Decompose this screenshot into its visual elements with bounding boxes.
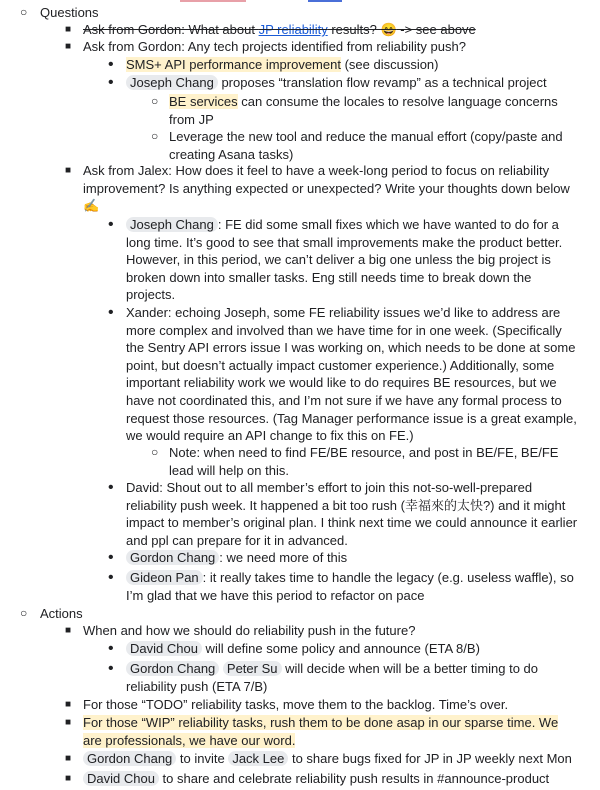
section-label: Questions xyxy=(40,5,99,20)
item-text: will define some policy and announce (ETA 8/B) xyxy=(201,641,480,656)
question-item xyxy=(65,162,588,215)
square-bullet: ■ xyxy=(65,41,72,52)
person-chip[interactable]: Gordon Chang xyxy=(126,550,219,565)
answer-item xyxy=(108,216,576,304)
dot-bullet: • xyxy=(108,479,114,496)
action-item xyxy=(65,696,588,714)
action-item xyxy=(65,622,588,640)
square-bullet: ■ xyxy=(65,24,72,35)
item-text: will decide when will be a better timing to do reliability push (ETA 7/B) xyxy=(126,661,539,694)
action-item xyxy=(65,714,573,749)
link-underline xyxy=(308,0,342,2)
person-chip[interactable]: Joseph Chang xyxy=(126,75,218,90)
highlighted-text: SMS+ API performance improvement xyxy=(126,57,341,72)
square-bullet: ■ xyxy=(65,165,72,176)
question-item xyxy=(65,38,588,56)
answer-text: : we need more of this xyxy=(219,550,348,565)
question-item xyxy=(65,21,588,39)
hollow-circle-bullet: ○ xyxy=(151,129,159,143)
person-chip[interactable]: Joseph Chang xyxy=(126,217,218,232)
hollow-circle-bullet: ○ xyxy=(20,5,28,19)
note-text: Note: when need to find FE/BE resource, and post in BE/FE, BE/FE lead will help on this. xyxy=(169,445,559,478)
section-actions xyxy=(20,605,585,623)
smile-emoji-icon: 😄 xyxy=(380,22,397,37)
action-text: When and how we should do reliability push in the future? xyxy=(83,623,416,638)
list-item xyxy=(151,128,584,163)
item-text: (see discussion) xyxy=(340,57,439,72)
list-item xyxy=(108,660,566,695)
list-item xyxy=(108,56,588,74)
action-text: to invite xyxy=(176,751,229,766)
dot-bullet: • xyxy=(108,549,114,566)
answer-text: : it really takes time to handle the legacy (e.g. useless waffle), so I’m glad that we have this period to refactor on pace xyxy=(126,570,574,603)
dot-bullet: • xyxy=(108,304,114,321)
question-text: Ask from Gordon: Any tech projects identified from reliability push? xyxy=(83,39,466,54)
square-bullet: ■ xyxy=(65,753,72,764)
action-text: to share bugs fixed for JP in JP weekly next Mon xyxy=(288,751,572,766)
answer-text: Xander: echoing Joseph, some FE reliability issues we’d like to address are more complex and involved than we have time for in one week. (Specifically the Sentry API errors issue I was working on, which needs to be done at some point, but doesn’t actually impact customer experience.) Additionally, some important reliability work we would like to do requires BE resources, but we have not coordinated this, and I’m not sure if we have any formal process to request those resources. (Tag Manager performance issue is a great example, we would require an API change to fix this on FE.) xyxy=(126,305,577,444)
answer-item xyxy=(108,569,582,604)
item-text: proposes “translation flow revamp” as a technical project xyxy=(217,75,547,90)
question-text: Ask from Gordon: What about xyxy=(83,22,259,37)
list-item xyxy=(108,640,586,658)
action-text: For those “TODO” reliability tasks, move them to the backlog. Time’s over. xyxy=(83,697,509,712)
item-text: can consume the locales to resolve language concerns from JP xyxy=(169,94,558,127)
person-chip[interactable]: David Chou xyxy=(83,771,159,786)
square-bullet: ■ xyxy=(65,773,72,784)
section-questions xyxy=(20,4,585,22)
action-item xyxy=(65,770,593,788)
dot-bullet: • xyxy=(108,56,114,73)
question-text: results? xyxy=(327,22,381,37)
section-label: Actions xyxy=(40,606,83,621)
person-chip[interactable]: Jack Lee xyxy=(228,751,288,766)
list-item xyxy=(151,93,584,128)
dot-bullet: • xyxy=(108,74,114,91)
dot-bullet: • xyxy=(108,569,114,586)
item-text: Leverage the new tool and reduce the manual effort (copy/paste and creating Asana tasks) xyxy=(169,129,563,162)
answer-text: David: Shout out to all member’s effort to join this not-so-well-prepared reliability push week. It happened a bit too rush (幸福來的太快?) and it might impact to member’s original plan. I think next time we could announce it earlier and ppl can prepare for it in advanced. xyxy=(126,480,578,548)
note-item xyxy=(151,444,584,479)
question-text: Ask from Jalex: How does it feel to have a week-long period to focus on reliability improvement? Is anything expected or unexpected? Write your thoughts down below xyxy=(83,163,570,196)
question-text: -> see above xyxy=(396,22,476,37)
writing-hand-emoji-icon: ✍️ xyxy=(83,198,100,214)
hollow-circle-bullet: ○ xyxy=(20,606,28,620)
jp-reliability-link[interactable]: JP reliability xyxy=(258,22,328,37)
spellcheck-underline xyxy=(180,0,246,2)
person-chip[interactable]: Gideon Pan xyxy=(126,570,203,585)
action-item xyxy=(65,750,593,768)
square-bullet: ■ xyxy=(65,699,72,710)
square-bullet: ■ xyxy=(65,717,72,728)
answer-item xyxy=(108,479,582,549)
action-text: to share and celebrate reliability push results in #announce-product xyxy=(158,771,550,786)
highlighted-text: BE services xyxy=(169,94,238,109)
dot-bullet: • xyxy=(108,640,114,657)
dot-bullet: • xyxy=(108,216,114,233)
person-chip[interactable]: Gordon Chang xyxy=(83,751,176,766)
answer-text: : FE did some small fixes which we have wanted to do for a long time. It’s good to see that small improvements make the product better. However, in this period, we can’t deliver a big one unless the big project is broken down into smaller tasks. Eng still needs time to break down the projects. xyxy=(126,217,563,303)
person-chip[interactable]: David Chou xyxy=(126,641,202,656)
person-chip[interactable]: Gordon Chang xyxy=(126,661,219,676)
answer-item xyxy=(108,549,582,567)
highlighted-action-text: For those “WIP” reliability tasks, rush them to be done asap in our sparse time. We are professionals, we have our word. xyxy=(83,715,559,748)
hollow-circle-bullet: ○ xyxy=(151,94,159,108)
hollow-circle-bullet: ○ xyxy=(151,445,159,459)
square-bullet: ■ xyxy=(65,625,72,636)
dot-bullet: • xyxy=(108,660,114,677)
list-item xyxy=(108,74,588,92)
person-chip[interactable]: Peter Su xyxy=(223,661,282,676)
answer-item xyxy=(108,304,582,445)
